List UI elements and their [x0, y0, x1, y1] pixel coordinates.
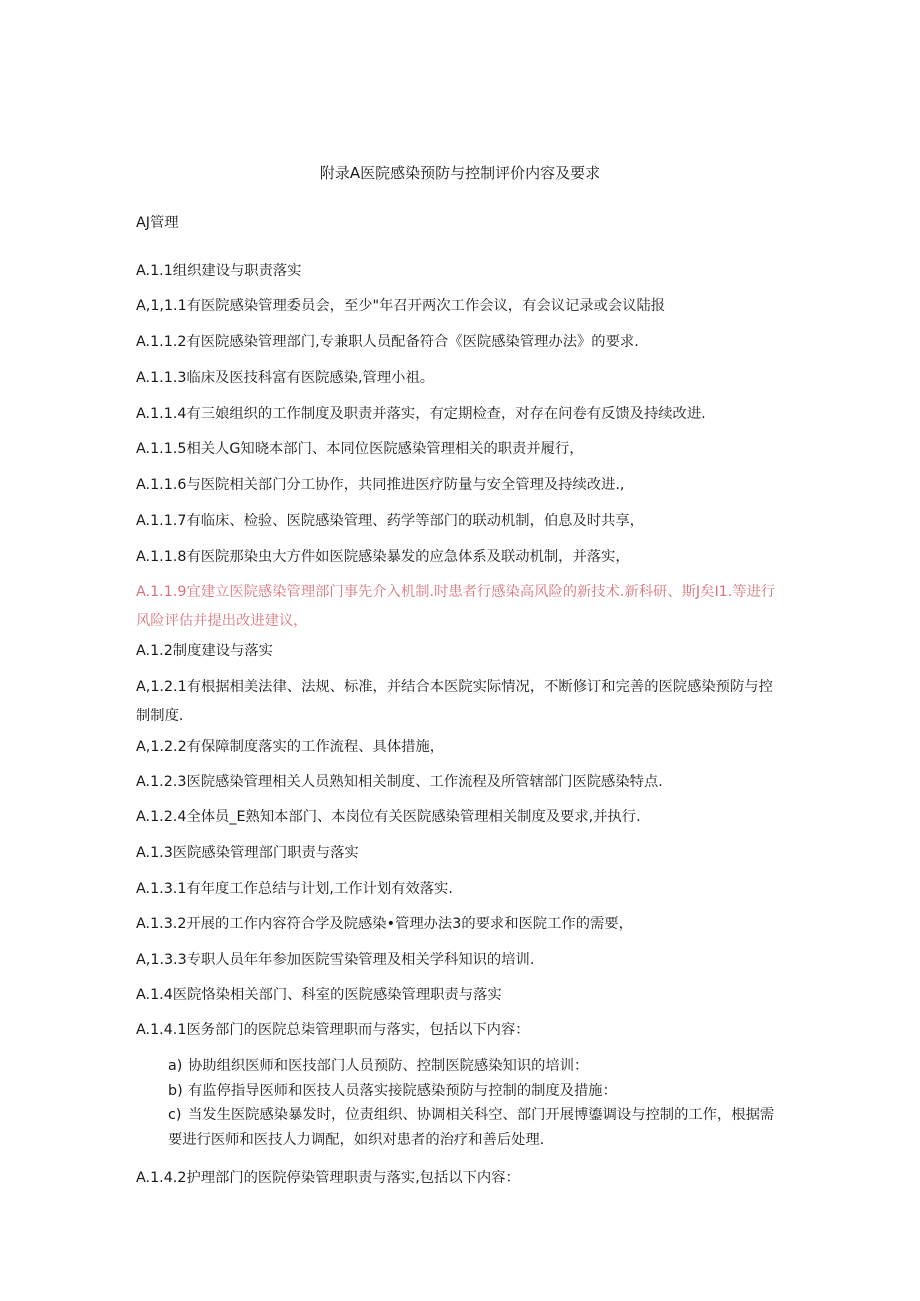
paragraph-a113: A.1.1.3临床及医技科富有医院感染,管理小祖。 — [136, 370, 435, 386]
paragraph-a114: A.1.1.4有三娘组织的工作制度及职责并落实，有定期检查，对存在问卷有反馈及持续改进. — [136, 406, 706, 422]
list-item — [168, 1054, 784, 1079]
section-heading-a1: AJ管理 — [136, 215, 179, 231]
paragraph-a122: A,1.2.2有保障制度落实的工作流程、具体措施， — [136, 739, 445, 755]
list-marker: b) — [168, 1083, 183, 1099]
paragraph-a132: A.1.3.2开展的工作内容符合学及院感染•管理办法3的要求和医院工作的需要， — [136, 916, 633, 932]
paragraph-a115: A.1.1.5相关人G知晓本部门、本同位医院感染管理相关的职责并履行， — [136, 441, 584, 457]
paragraph-a123: A.1.2.3医院感染管理相关人员熟知相关制度、工作流程及所管辖部门医院感染特点. — [136, 774, 663, 790]
subsection-heading-a12: A.1.2制度建设与落实 — [136, 643, 273, 659]
paragraph-a131: A.1.3.1有年度工作总结与计划,工作计划有效落实. — [136, 881, 453, 897]
list-item — [168, 1103, 784, 1153]
subsection-heading-a11: A.1.1组织建设与职责落实 — [136, 263, 302, 279]
list-item-text: 当发生医院感染暴发时，位责组织、协调相关科空、部门开展博鎏调设与控制的工作，根据需要进行医师和医技人力调配，如织对患者的治疗和善后处理. — [168, 1107, 775, 1148]
list-item-text: 协助组织医师和医技部门人员预防、控制医院感染知识的培训： — [188, 1058, 589, 1074]
list-item — [168, 1079, 784, 1104]
subsection-heading-a14: A.1.4医院恪染相关部门、科室的医院感染管理职责与落实 — [136, 987, 502, 1003]
paragraph-a141: A.1.4.1医务部门的医院总柒管理职而与落实，包括以下内容： — [136, 1022, 530, 1038]
paragraph-a124: A.1.2.4全体员_E熟知本部门、本岗位有关医院感染管理相关制度及要求,并执行. — [136, 809, 641, 825]
list-marker: c) — [168, 1107, 182, 1123]
paragraph-a117: A.1.1.7有临床、检验、医院感染管理、药学等部门的联动机制，伯息及时共享， — [136, 513, 644, 529]
paragraph-a119-highlighted: A.1.1.9宜建立医院感染管理部门事先介入机制.时患者行感染高风险的新技术.新科研、斯J矣I1.等进行风险评估并提出改进建议， — [136, 584, 776, 629]
document-title: 附录A医院感染预防与控制评价内容及要求 — [319, 164, 601, 182]
paragraph-a112: A.1.1.2有医院感染管理部门,专兼职人员配备符合《医院感染管理办法》的要求. — [136, 334, 639, 350]
paragraph-a111: A,1,1.1有医院感染管理委员会，至少"年召开两次工作会议，有会议记录或会议陆报 — [136, 298, 666, 314]
paragraph-a116: A.1.1.6与医院相关部门分工协作，共同推进医疗防量与安全管理及持续改进., — [136, 477, 625, 493]
paragraph-a118: A.1.1.8有医院那染虫大方件如医院感染暴发的应急体系及联动机制，并落实， — [136, 549, 630, 565]
paragraph-a133: A,1.3.3专职人员年年参加医院雪染管理及相关学科知识的培训. — [136, 952, 535, 968]
list-item-text: 有监停指导医师和医技人员落实接院感染预防与控制的制度及措施： — [188, 1083, 617, 1099]
paragraph-a121: A,1.2.1有根据相美法律、法规、标准，并结合本医院实际情况，不断修订和完善的医院感染预防与控制制度. — [136, 679, 773, 724]
list-marker: a) — [168, 1058, 183, 1074]
subsection-heading-a13: A.1.3医院感染管理部门职责与落实 — [136, 845, 359, 861]
paragraph-a142: A.1.4.2护理部门的医院停染管理职责与落实,包括以下内容： — [136, 1170, 520, 1186]
